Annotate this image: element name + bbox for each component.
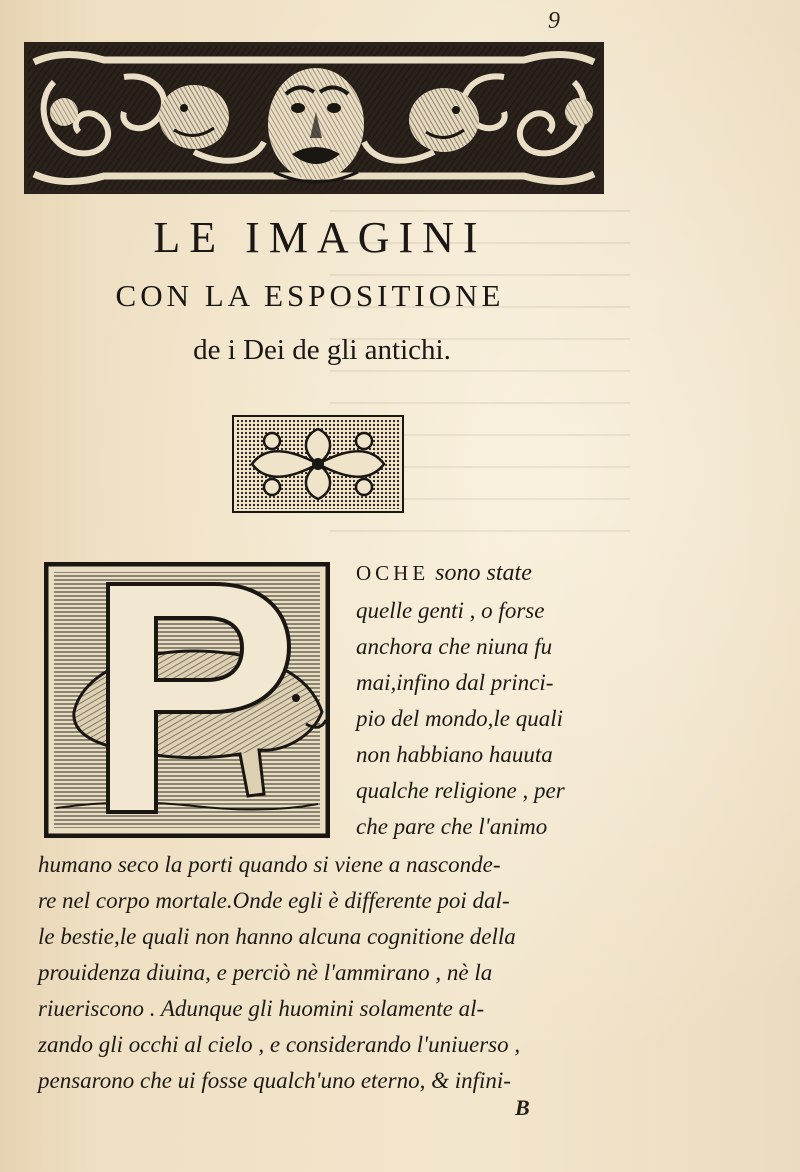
text-line-10: re nel corpo mortale.Onde egli è differente poi dal- [38, 888, 510, 913]
text-line-9: humano seco la porti quando si viene a nasconde- [38, 852, 501, 877]
text-line-7: qualche religione , per [356, 778, 565, 803]
text-line-15: pensarono che ui fosse qualch'uno eterno, & infini- [38, 1068, 511, 1093]
title-line-3: de i Dei de gli antichi. [193, 334, 451, 366]
text-line-14: zando gli occhi al cielo , e considerando l'uniuerso , [38, 1032, 521, 1057]
text-line-1 [356, 560, 532, 587]
decorated-initial-image [44, 562, 330, 838]
text-line-1-rest: sono state [435, 560, 532, 586]
ornament-vignette-image [232, 415, 404, 513]
text-line-13: riueriscono . Adunque gli huomini solamente al- [38, 996, 485, 1021]
catchword-signature: B [515, 1095, 530, 1120]
text-line-12: prouidenza diuina, e perciò nè l'ammirano , nè la [38, 960, 493, 985]
page-number: 9 [548, 8, 560, 34]
title-line-2: CON LA ESPOSITIONE [115, 278, 505, 313]
text-line-2: quelle genti , o forse [356, 598, 545, 623]
show-through-text-top [190, 4, 400, 26]
text-line-8: che pare che l'animo [356, 814, 548, 839]
text-line-4: mai,infino dal princi- [356, 670, 554, 695]
text-line-11: le bestie,le quali non hanno alcuna cognitione della [38, 924, 516, 949]
woodcut-headpiece-image [24, 42, 604, 194]
opening-word: OCHE [356, 561, 430, 585]
text-line-5: pio del mondo,le quali [356, 706, 563, 731]
title-line-1: LE IMAGINI [153, 213, 487, 262]
text-line-3: anchora che niuna fu [356, 634, 553, 659]
text-line-6: non habbiano hauuta [356, 742, 553, 767]
